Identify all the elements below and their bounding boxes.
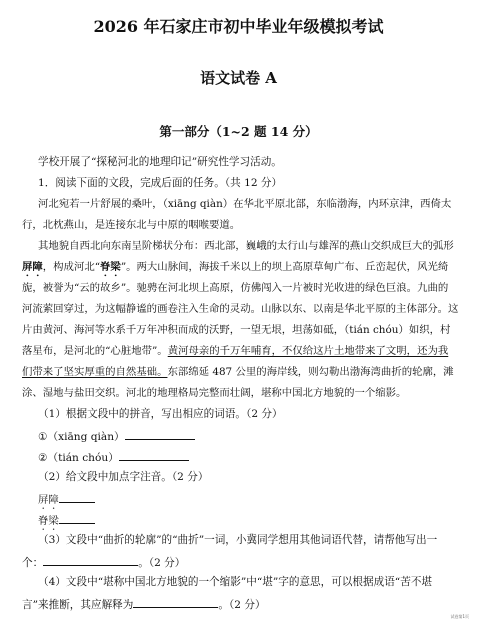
passage-text: ”。两大山脉间，海拔千米以上的坝上高原草甸广布、丘峦起伏，风光绮: [120, 261, 449, 273]
dotted-word-pingzhang: 屏障: [22, 261, 43, 273]
passage-text: 东部绵延 487 公里的海岸线，则勾勒出渤海湾曲折的轮廓，滩: [167, 366, 454, 378]
passage-line-3: 其地貌自西北向东南呈阶梯状分布：西北部，巍峨的太行山与雄浑的燕山交织成巨大的弧形: [38, 240, 454, 252]
subquestion-2-item-b: [38, 512, 95, 533]
subquestion-1-item-b: [38, 449, 189, 465]
subquestion-4-line-2: [22, 596, 266, 612]
answer-blank[interactable]: [43, 554, 138, 566]
subquestion-3-line-1: （3）文段中“曲折的轮廓”的“曲折”一词，小冀同学想用其他词语代替，请帮他写出一: [38, 534, 438, 546]
passage-text: ，构成河北“: [42, 261, 101, 273]
page-footer: 试卷第1页: [450, 614, 469, 619]
passage-line-6: 河流萦回穿过，为这幅静谧的画卷注入生命的灵动。山脉以东、以南是华北平原的主体部分。这: [22, 303, 459, 315]
pinyin-prompt: ②（tián chóu）: [38, 452, 119, 464]
question-text: 言”来推断，其应解释为: [22, 599, 134, 611]
answer-blank[interactable]: [59, 491, 95, 503]
passage-line-2: 行，北枕燕山，是连接东北与中原的咽喉要道。: [22, 219, 241, 231]
passage-line-1: 河北宛若一片舒展的桑叶，（xiāng qiàn）在华北平原北部，东临渤海，内环京津，西倚太: [38, 198, 452, 210]
passage-line-10: 涂、湿地与盐田交织。河北的地理格局完整而壮阔，堪称中国北方地貌的一个缩影。: [22, 387, 407, 399]
underlined-sentence: 们带来了坚实厚重的自然基础。: [22, 366, 168, 378]
subquestion-4-line-1: （4）文段中“堪称中国北方地貌的一个缩影”中“堪”字的意思，可以根据成语“苦不堪: [38, 576, 433, 588]
exam-title: 2026 年石家庄市初中毕业年级模拟考试: [93, 17, 384, 36]
dotted-word-jiliang: 脊梁: [100, 261, 121, 273]
question-text: 。（2 分）: [218, 599, 266, 611]
passage-line-7: 片由黄河、海河等水系千万年冲积而成的沃野，一望无垠，坦荡如砥，（tián chóu）如织，村: [22, 324, 451, 336]
passage-line-5: 旎，被誉为“云的故乡”。驰骋在河北坝上高原，仿佛闯入一片被时光收进的绿色巨浪。九曲的: [22, 282, 449, 294]
answer-blank[interactable]: [119, 449, 189, 461]
subquestion-1-stem: （1）根据文段中的拼音，写出相应的词语。（2 分）: [38, 408, 283, 420]
paper-title: 语文试卷 A: [200, 69, 277, 87]
subquestion-2-stem: （2）给文段中加点字注音。（2 分）: [38, 471, 209, 483]
dotted-word: 脊梁: [38, 515, 59, 527]
pinyin-prompt: ①（xiāng qiàn）: [38, 431, 125, 443]
passage-line-8: [22, 344, 448, 358]
subquestion-3-line-2: [22, 554, 185, 570]
passage-line-9: [22, 365, 454, 379]
answer-blank[interactable]: [59, 512, 95, 524]
answer-blank[interactable]: [125, 428, 195, 440]
passage-text: 落星布，是河北的“心脏地带”。: [22, 345, 168, 357]
dotted-word: 屏障: [38, 494, 59, 506]
intro-text: 学校开展了“探秘河北的地理印记”研究性学习活动。: [38, 156, 282, 168]
question-text: 个：: [22, 557, 44, 569]
section-title: 第一部分（1~2 题 14 分）: [159, 124, 318, 139]
question-text: 。（2 分）: [138, 557, 186, 569]
answer-blank[interactable]: [133, 596, 218, 608]
subquestion-2-item-a: [38, 491, 95, 512]
passage-line-4: [22, 260, 448, 279]
question-1-stem: 1．阅读下面的文段，完成后面的任务。（共 12 分）: [38, 177, 283, 189]
underlined-sentence: 黄河母亲的千万年哺育，不仅给这片土地带来了文明，还为我: [167, 345, 449, 357]
subquestion-1-item-a: [38, 428, 195, 444]
